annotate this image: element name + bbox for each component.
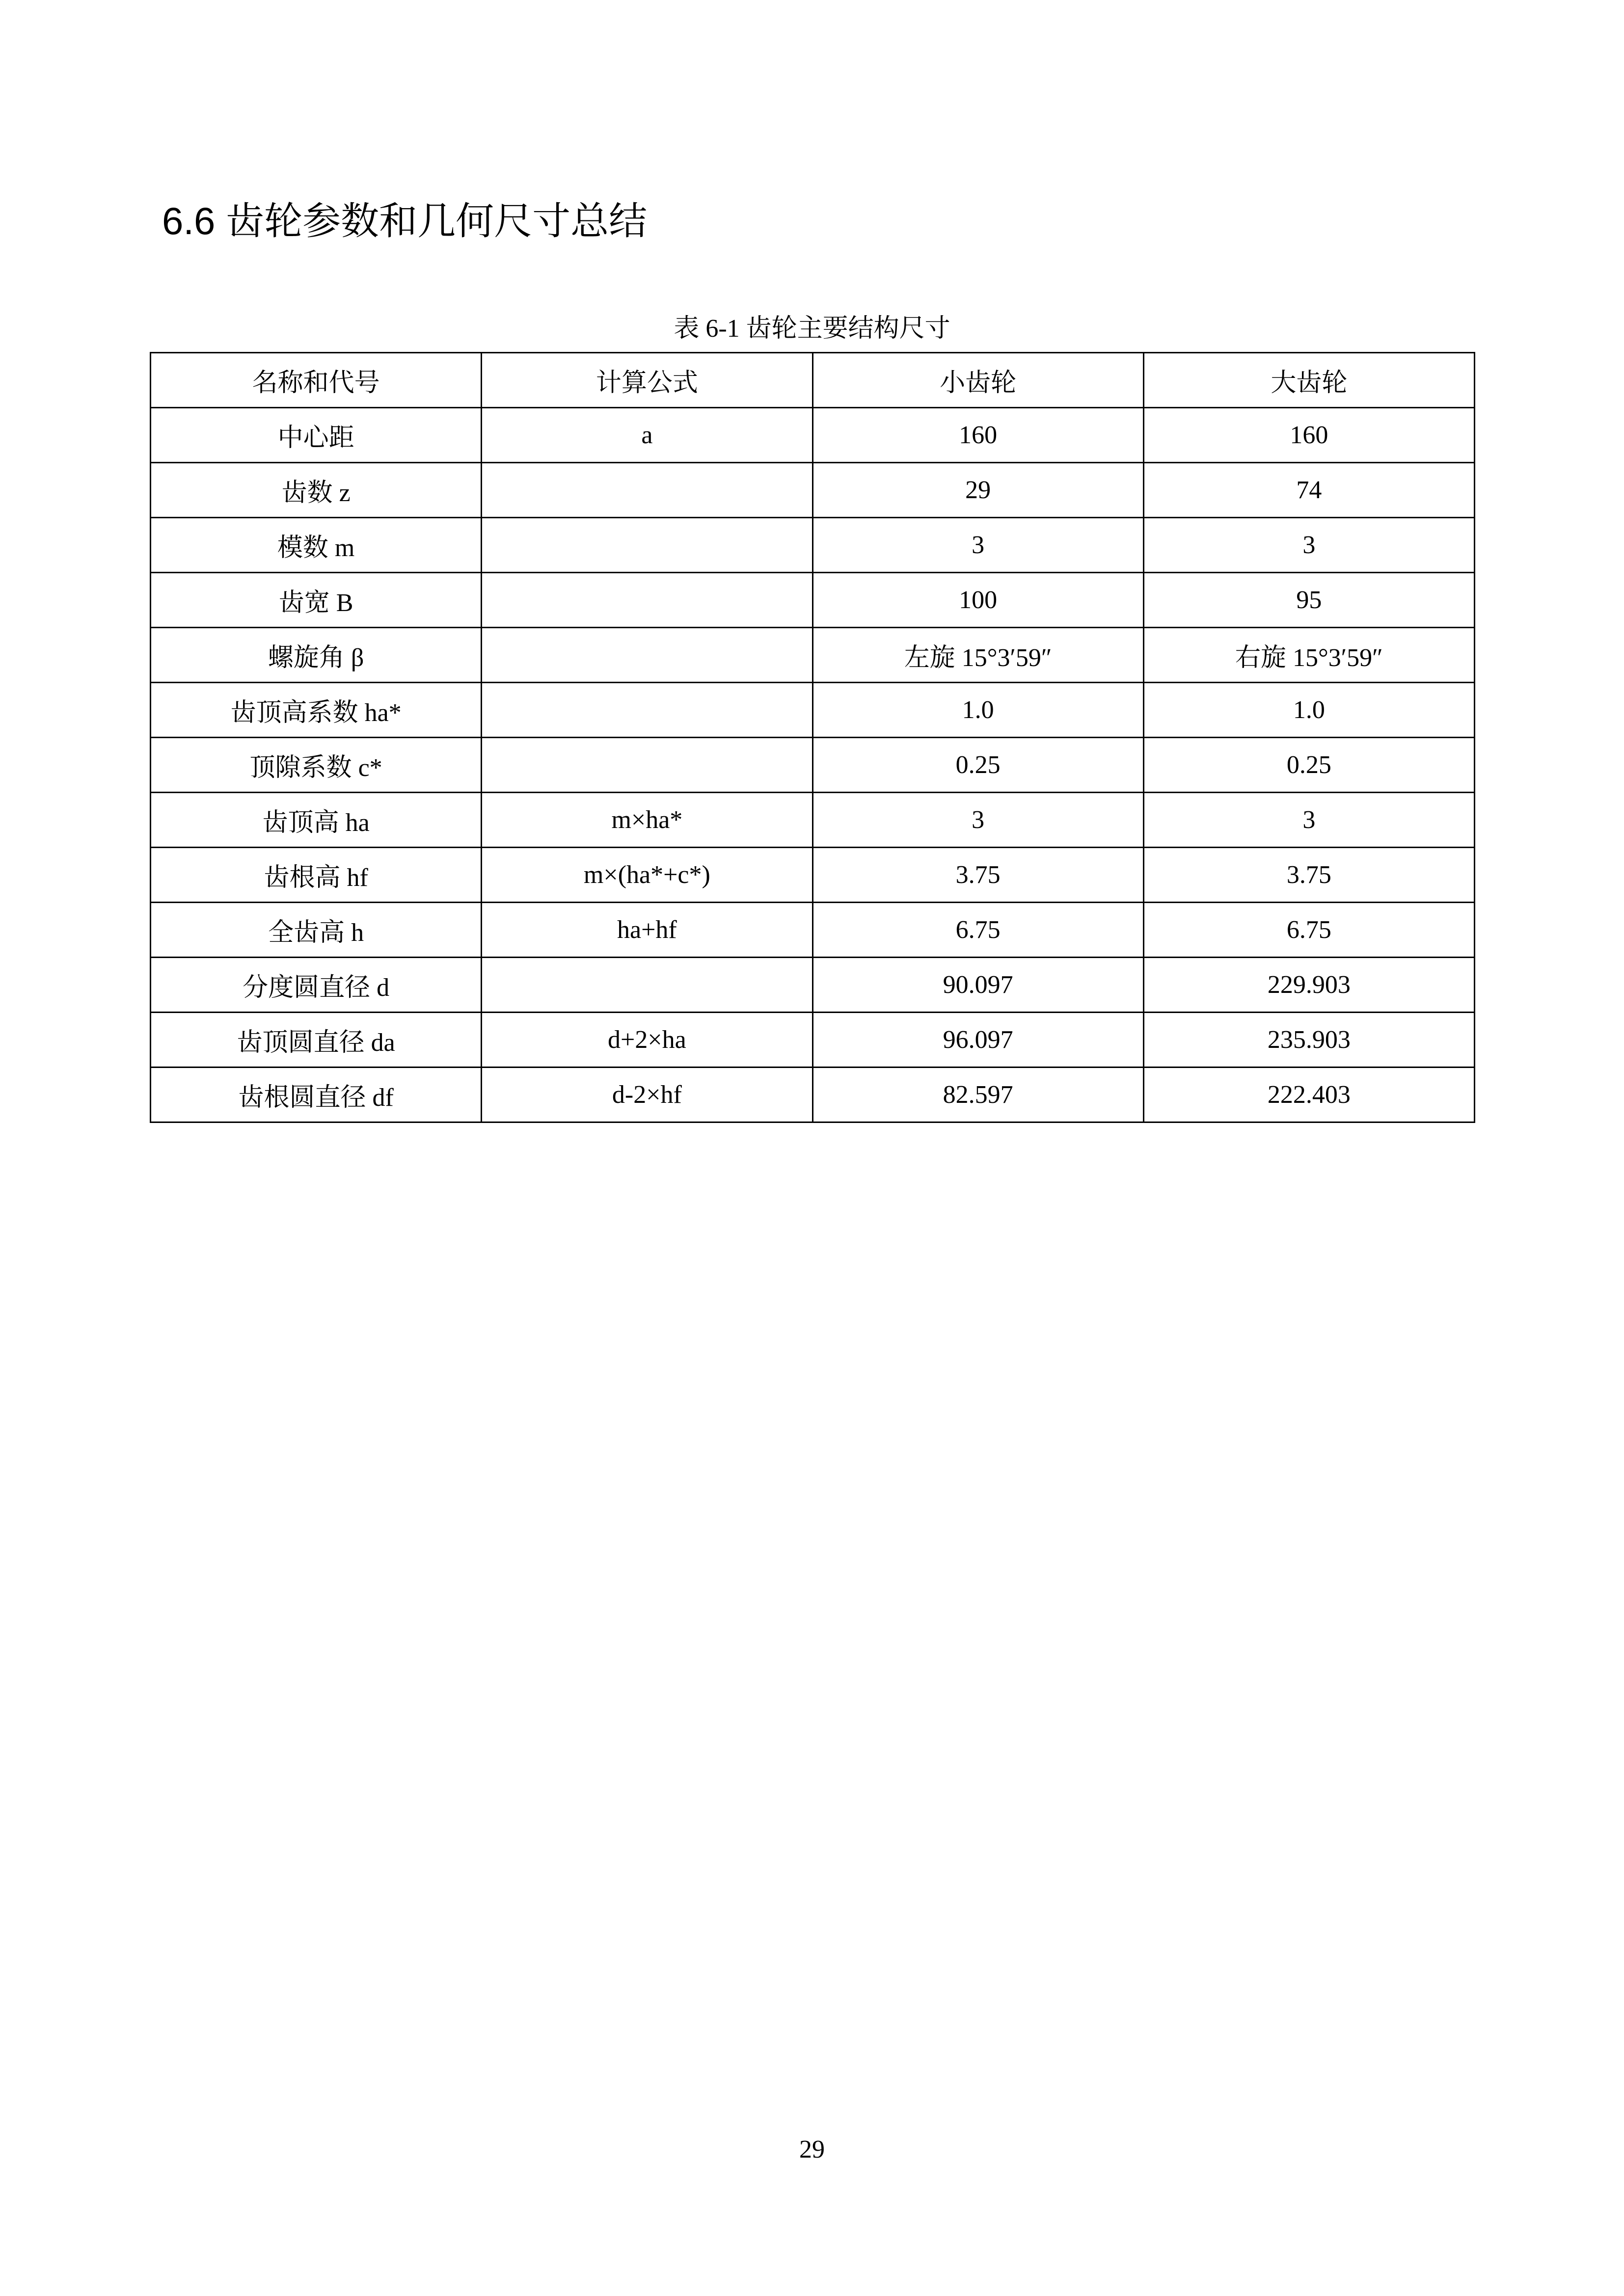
row-formula (482, 683, 812, 738)
row-pinion-value: 3 (812, 518, 1143, 573)
row-formula (482, 628, 812, 683)
row-label: 齿顶圆直径 da (151, 1013, 482, 1068)
row-pinion-value: 左旋 15°3′59″ (812, 628, 1143, 683)
header-gear: 大齿轮 (1143, 353, 1474, 408)
row-gear-value: 74 (1143, 463, 1474, 518)
row-pinion-value: 96.097 (812, 1013, 1143, 1068)
row-formula (482, 518, 812, 573)
table-row (151, 903, 1475, 958)
row-formula (482, 738, 812, 793)
table-row (151, 793, 1475, 848)
row-gear-value: 3 (1143, 793, 1474, 848)
row-formula: d-2×hf (482, 1068, 812, 1122)
row-label: 齿顶高 ha (151, 793, 482, 848)
row-gear-value: 6.75 (1143, 903, 1474, 958)
table-row (151, 628, 1475, 683)
row-formula: d+2×ha (482, 1013, 812, 1068)
row-formula: m×(ha*+c*) (482, 848, 812, 903)
header-pinion: 小齿轮 (812, 353, 1143, 408)
row-label: 齿根高 hf (151, 848, 482, 903)
table-row (151, 1013, 1475, 1068)
header-formula: 计算公式 (482, 353, 812, 408)
row-label: 螺旋角 β (151, 628, 482, 683)
row-pinion-value: 3.75 (812, 848, 1143, 903)
row-gear-value: 222.403 (1143, 1068, 1474, 1122)
row-pinion-value: 3 (812, 793, 1143, 848)
row-label: 分度圆直径 d (151, 958, 482, 1013)
table-row (151, 683, 1475, 738)
row-pinion-value: 1.0 (812, 683, 1143, 738)
table-row (151, 848, 1475, 903)
row-gear-value: 0.25 (1143, 738, 1474, 793)
table-row (151, 1068, 1475, 1122)
row-gear-value: 229.903 (1143, 958, 1474, 1013)
row-formula (482, 573, 812, 628)
row-pinion-value: 100 (812, 573, 1143, 628)
row-gear-value: 160 (1143, 408, 1474, 463)
row-gear-value: 3 (1143, 518, 1474, 573)
row-gear-value: 95 (1143, 573, 1474, 628)
row-gear-value: 3.75 (1143, 848, 1474, 903)
table-caption: 表 6-1 齿轮主要结构尺寸 (674, 315, 950, 343)
header-row (151, 353, 1475, 408)
header-name-code: 名称和代号 (151, 353, 482, 408)
row-formula: a (482, 408, 812, 463)
gear-dimensions-table (150, 352, 1475, 1123)
row-pinion-value: 90.097 (812, 958, 1143, 1013)
page-number: 29 (799, 2136, 825, 2163)
table-body (151, 408, 1475, 1122)
row-label: 齿数 z (151, 463, 482, 518)
row-label: 中心距 (151, 408, 482, 463)
row-formula (482, 463, 812, 518)
row-pinion-value: 0.25 (812, 738, 1143, 793)
row-label: 齿根圆直径 df (151, 1068, 482, 1122)
row-pinion-value: 29 (812, 463, 1143, 518)
table-header (151, 353, 1475, 408)
table-row (151, 408, 1475, 463)
row-label: 齿顶高系数 ha* (151, 683, 482, 738)
row-label: 齿宽 B (151, 573, 482, 628)
table-row (151, 573, 1475, 628)
row-label: 全齿高 h (151, 903, 482, 958)
row-pinion-value: 160 (812, 408, 1143, 463)
row-pinion-value: 82.597 (812, 1068, 1143, 1122)
row-gear-value: 235.903 (1143, 1013, 1474, 1068)
row-gear-value: 1.0 (1143, 683, 1474, 738)
row-gear-value: 右旋 15°3′59″ (1143, 628, 1474, 683)
row-formula (482, 958, 812, 1013)
table-row (151, 958, 1475, 1013)
table-row (151, 518, 1475, 573)
table-row (151, 738, 1475, 793)
row-formula: m×ha* (482, 793, 812, 848)
row-formula: ha+hf (482, 903, 812, 958)
row-label: 顶隙系数 c* (151, 738, 482, 793)
row-pinion-value: 6.75 (812, 903, 1143, 958)
table-row (151, 463, 1475, 518)
section-title: 6.6 齿轮参数和几何尺寸总结 (162, 199, 648, 242)
row-label: 模数 m (151, 518, 482, 573)
